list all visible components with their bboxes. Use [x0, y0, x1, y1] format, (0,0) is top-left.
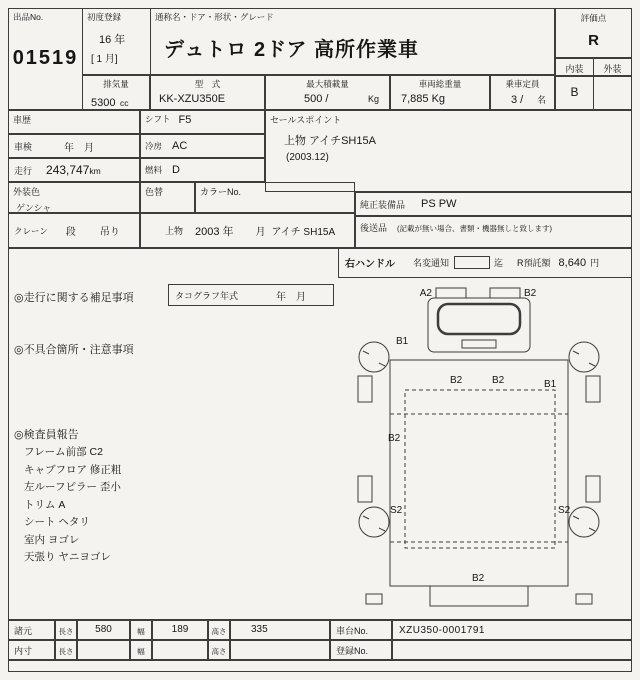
interior-grade-value: B — [570, 85, 579, 99]
exterior-header-cell — [593, 58, 632, 76]
interior-header-cell — [555, 58, 594, 76]
ac-value: AC — [172, 140, 188, 152]
registration-label-cell — [330, 640, 392, 660]
mileage-cell — [8, 158, 140, 182]
exhibit-no-cell — [8, 8, 83, 110]
fuel-cell — [140, 158, 265, 182]
shift-label: シフト — [145, 114, 171, 124]
first-registration-label: 初度登録 — [87, 12, 122, 22]
mileage-value: 243,747 — [46, 163, 90, 177]
vehicle-title: デュトロ 2ドア 高所作業車 — [164, 39, 420, 61]
inspector-report-item: 室内 ヨゴレ — [24, 533, 80, 546]
mileage-label: 走行 — [14, 165, 33, 176]
inspection-value: 年 月 — [64, 142, 95, 154]
exhibit-no-value: 01519 — [12, 47, 79, 69]
exterior-grade-cell — [593, 76, 632, 110]
interior-grade-cell — [555, 76, 594, 110]
width-value: 189 — [171, 624, 189, 635]
tachograph-label: タコグラフ年式 — [175, 290, 239, 301]
damage-label-cab-right: B2 — [492, 375, 505, 386]
inspector-report-item: シート ヘタリ — [24, 516, 90, 528]
inner-dim-label-cell — [8, 640, 55, 660]
wheel-front-left — [359, 342, 389, 372]
outrigger-front-left — [358, 376, 372, 402]
first-registration-month: [ 1 月] — [91, 54, 118, 65]
damage-label-mid-left: B2 — [388, 433, 401, 444]
tachograph-cell — [168, 284, 334, 306]
sales-point-line2: (2003.12) — [286, 152, 329, 163]
oem-equipment-cell — [355, 192, 632, 216]
displacement-value: 5300 — [91, 97, 116, 109]
registration-no-label: 登録No. — [336, 645, 369, 656]
deposit-label: R預託額 — [517, 258, 551, 268]
inspector-report-item: キャブフロア 修正粗 — [24, 463, 122, 476]
grade-cell — [555, 8, 632, 58]
history-label: 車歴 — [13, 115, 32, 125]
capacity-value: 3 / — [511, 93, 524, 106]
inspector-report-item: 天張り ヤニヨゴレ — [24, 551, 111, 563]
body-year: 2003 年 — [195, 225, 234, 238]
later-items-cell — [355, 216, 632, 248]
wheel-rear-right — [569, 507, 599, 537]
inner-height-label-cell — [208, 640, 230, 660]
later-items-label: 後送品 — [360, 223, 388, 233]
exterior-color-value: ゲンシャ — [16, 203, 52, 213]
deposit-value: 8,640 — [558, 256, 587, 269]
length-label: 長さ — [58, 627, 74, 636]
vehicle-diagram — [338, 280, 632, 618]
oem-equipment-value: PS PW — [421, 198, 457, 210]
outrigger-rear-right — [586, 476, 600, 502]
chassis-no-value: XZU350-0001791 — [399, 624, 485, 636]
inspector-heading: ◎検査員報告 — [14, 429, 79, 441]
model-value: KK-XZU350E — [159, 93, 226, 105]
color-change-cell — [140, 182, 195, 213]
inner-length-label-cell — [55, 640, 77, 660]
fuel-value: D — [172, 164, 180, 176]
bottom-strip — [8, 660, 632, 672]
shift-cell — [140, 110, 265, 134]
mileage-note-heading: ◎走行に関する補足事項 — [14, 292, 134, 304]
handle-value: 右ハンドル — [345, 259, 395, 270]
color-change-label: 色替 — [145, 187, 164, 197]
displacement-unit: cc — [119, 98, 129, 108]
spec-height-label-cell — [208, 620, 230, 640]
damage-label-rear-left: S2 — [390, 505, 403, 516]
chassis-value-cell — [392, 620, 632, 640]
spec-height-value-cell — [230, 620, 330, 640]
body-label: 上物 — [165, 226, 184, 236]
max-load-cell — [265, 75, 390, 110]
wheel-rear-left — [359, 507, 389, 537]
vehicle-title-label: 通称名・ドア・形状・グレード — [155, 12, 274, 22]
damage-label-bottom: B2 — [472, 573, 485, 584]
inspector-report-item: フレーム前部 C2 — [24, 446, 103, 458]
fuel-label: 燃料 — [145, 165, 163, 175]
exhibit-no-label: 出品No. — [13, 12, 44, 22]
first-registration-year: 16 年 — [99, 34, 126, 46]
oem-equipment-label: 純正装備品 — [360, 199, 406, 210]
gvw-cell — [390, 75, 490, 110]
until-label: 迄 — [494, 258, 504, 268]
truck-bed-outline — [390, 360, 568, 586]
inspection-label: 車検 — [14, 141, 33, 152]
registration-value-cell — [392, 640, 632, 660]
inspector-report-item: 左ルーフピラー 歪小 — [24, 481, 121, 493]
width-label: 幅 — [137, 627, 145, 636]
handle-row — [338, 248, 632, 278]
sales-point-line1: 上物 アイチSH15A — [284, 135, 376, 147]
spec-label: 諸元 — [14, 625, 33, 636]
inner-height-label: 高さ — [211, 647, 227, 656]
crane-dan-label: 段 — [65, 227, 76, 238]
spec-length-label-cell — [55, 620, 77, 640]
capacity-label: 乗車定員 — [505, 79, 540, 89]
height-value: 335 — [251, 624, 268, 635]
inspector-report-item: トリム A — [24, 498, 66, 511]
capacity-unit: 名 — [536, 95, 546, 105]
inner-width-label-cell — [130, 640, 152, 660]
later-items-note: (記載が無い場合、書類・機器無しと致します) — [397, 224, 553, 233]
mileage-unit: km — [89, 166, 101, 176]
grade-value: R — [588, 32, 599, 49]
mirror-right — [490, 288, 520, 298]
spec-width-label-cell — [130, 620, 152, 640]
grade-label: 評価点 — [580, 13, 607, 23]
body-cell — [140, 213, 355, 248]
max-load-label: 最大積載量 — [306, 79, 349, 89]
crane-cell — [8, 213, 140, 248]
exterior-color-cell — [8, 182, 140, 213]
history-cell — [8, 110, 140, 134]
sales-point-cell — [265, 110, 632, 192]
inspection-cell — [8, 134, 140, 158]
first-registration-cell — [82, 8, 151, 75]
rear-corner-left — [366, 594, 382, 604]
exterior-color-label: 外装色 — [13, 187, 41, 197]
deposit-unit: 円 — [590, 258, 600, 268]
sales-point-label: セールスポイント — [270, 115, 342, 125]
inner-length-label: 長さ — [58, 647, 74, 656]
vehicle-title-cell — [150, 8, 555, 75]
wheel-front-right — [569, 342, 599, 372]
name-change-input — [454, 256, 490, 269]
chassis-label-cell — [330, 620, 392, 640]
body-month-label: 月 — [255, 227, 266, 238]
height-label: 高さ — [211, 627, 227, 636]
ac-label: 冷房 — [145, 141, 163, 151]
spec-label-cell — [8, 620, 55, 640]
rear-bumper — [430, 586, 528, 606]
displacement-label: 排気量 — [103, 79, 129, 89]
damage-label-rear-right: S2 — [558, 505, 571, 516]
model-cell — [150, 75, 265, 110]
inner-dim-label: 内寸 — [14, 645, 33, 656]
rear-corner-right — [576, 594, 592, 604]
displacement-cell — [82, 75, 150, 110]
tachograph-value: 年 月 — [276, 291, 307, 303]
spec-length-value-cell — [77, 620, 130, 640]
inspector-report-list — [24, 444, 244, 567]
ac-cell — [140, 134, 265, 158]
name-change-label: 名変通知 — [413, 258, 450, 268]
inner-length-value-cell — [77, 640, 130, 660]
crane-tsuri-label: 吊り — [99, 227, 120, 238]
shift-value: F5 — [178, 114, 192, 126]
inner-height-value-cell — [230, 640, 330, 660]
damage-label-front-left: B1 — [396, 336, 409, 347]
length-value: 580 — [95, 624, 112, 635]
damage-label-top-right: B2 — [524, 288, 537, 299]
max-load-value: 500 / — [304, 93, 329, 105]
inner-width-label: 幅 — [137, 647, 145, 656]
damage-label-top-left: A2 — [419, 288, 432, 299]
max-load-unit: Kg — [367, 94, 379, 104]
spec-width-value-cell — [152, 620, 208, 640]
capacity-cell — [490, 75, 555, 110]
gvw-label: 車両総重量 — [418, 79, 462, 89]
damage-label-front-right: B1 — [544, 379, 557, 390]
mirror-left — [436, 288, 466, 298]
body-name: アイチ SH15A — [271, 227, 336, 238]
outrigger-front-right — [586, 376, 600, 402]
damage-label-cab-left: B2 — [450, 375, 463, 386]
crane-label: クレーン — [14, 225, 48, 236]
model-label: 型 式 — [194, 79, 221, 89]
gvw-value: 7,885 Kg — [401, 93, 446, 105]
inner-width-value-cell — [152, 640, 208, 660]
color-no-label: カラーNo. — [200, 187, 242, 197]
windshield — [438, 304, 520, 334]
chassis-no-label: 車台No. — [336, 625, 369, 636]
defect-heading: ◎不具合箇所・注意事項 — [14, 344, 134, 356]
outrigger-rear-left — [358, 476, 372, 502]
interior-label: 内装 — [565, 64, 584, 74]
exterior-label: 外装 — [603, 64, 622, 74]
